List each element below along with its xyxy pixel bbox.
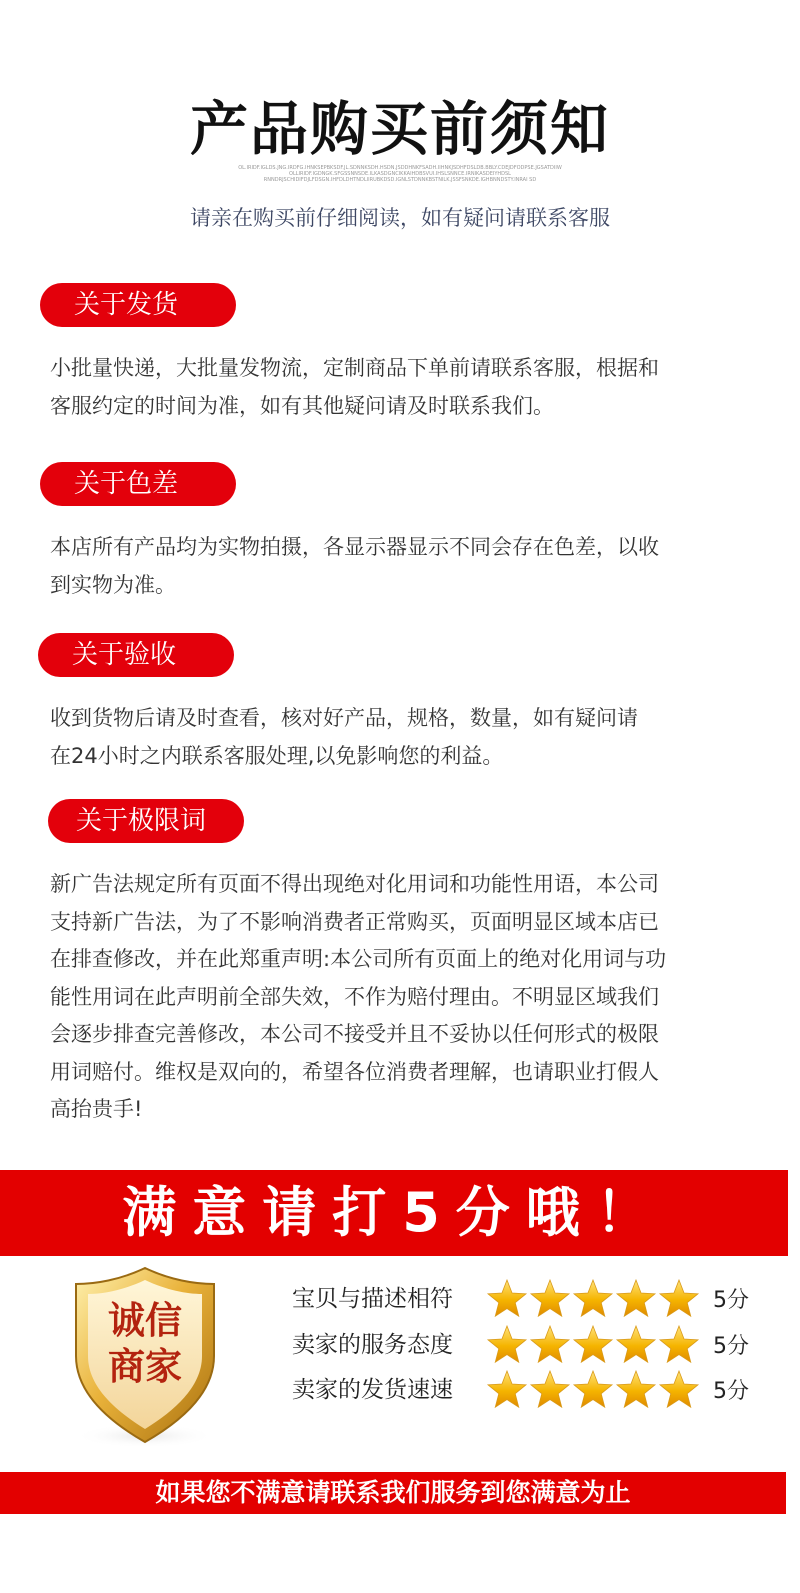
rating-score: 5分 [713, 1379, 749, 1404]
section-heading-shipping: 关于发货 [40, 283, 236, 327]
page-title: 产品购买前须知 [189, 95, 610, 163]
section-text-shipping [50, 350, 750, 425]
badge-text [70, 1298, 220, 1390]
text-line: 会逐步排查完善修改，本公司不接受并且不妥协以任何形式的极限 [50, 1022, 659, 1046]
star-rating [486, 1279, 700, 1319]
star-icon [617, 1326, 655, 1362]
fine-print-line: OLLIRIDF.IGDNGK.SFGSSNNSDE.ILKASDGNCIKKAIHDBSVUI.IHSLSNNCE.IRNIKASDEIYHDSL [289, 171, 511, 177]
badge-line: 诚信 [108, 1299, 182, 1342]
fine-print-line: OL.IRIDF.IGLDS.JNG.IRDFG.IHNKSEPBKSDF.JL.SDNNKSDH.HSDN.JSDDHNKFSADH.IIHNKJSDHFDSLDB.BBLY.CDEJDFODPSE.JGSATDIIW [238, 165, 562, 171]
text-line: 小批量快递，大批量发物流，定制商品下单前请联系客服，根据和 [50, 356, 659, 380]
star-icon [660, 1326, 698, 1362]
rating-label: 卖家的发货速速 [292, 1377, 453, 1403]
text-line: 在24小时之内联系客服处理,以免影响您的利益。 [50, 743, 504, 768]
rating-label: 宝贝与描述相符 [292, 1286, 453, 1312]
star-icon [574, 1326, 612, 1362]
text-line: 高抬贵手! [50, 1097, 143, 1121]
text-line: 客服约定的时间为准，如有其他疑问请及时联系我们。 [50, 393, 554, 418]
rating-score: 5分 [713, 1334, 749, 1359]
text-line: 支持新广告法，为了不影响消费者正常购买，页面明显区域本店已 [50, 909, 659, 934]
section-heading-inspection: 关于验收 [38, 633, 234, 677]
star-rating [486, 1370, 700, 1410]
footer-banner: 如果您不满意请联系我们服务到您满意为止 [0, 1472, 786, 1514]
star-icon [531, 1280, 569, 1316]
star-icon [488, 1371, 526, 1407]
rating-banner: 满意请打5分哦！ [0, 1170, 788, 1256]
page-subtitle: 请亲在购买前仔细阅读，如有疑问请联系客服 [190, 206, 610, 230]
section-text-inspection [50, 700, 750, 775]
star-icon [574, 1280, 612, 1316]
section-text-color [50, 529, 750, 604]
text-line: 本店所有产品均为实物拍摄，各显示器显示不同会存在色差，以收 [50, 535, 659, 559]
star-icon [531, 1326, 569, 1362]
text-line: 用词赔付。维权是双向的，希望各位消费者理解，也请职业打假人 [50, 1059, 659, 1084]
star-icon [660, 1280, 698, 1316]
badge-line: 商家 [108, 1345, 182, 1388]
trust-badge [70, 1264, 220, 1449]
text-line: 到实物为准。 [50, 572, 176, 597]
section-heading-color: 关于色差 [40, 462, 236, 506]
star-icon [488, 1280, 526, 1316]
text-line: 在排查修改，并在此郑重声明:本公司所有页面上的绝对化用词与功 [50, 947, 667, 971]
rating-label: 卖家的服务态度 [292, 1332, 453, 1358]
star-icon [574, 1371, 612, 1407]
text-line: 新广告法规定所有页面不得出现绝对化用词和功能性用语，本公司 [50, 872, 659, 896]
section-text-limit-words [50, 866, 750, 1129]
star-rating [486, 1325, 700, 1365]
star-icon [660, 1371, 698, 1407]
star-icon [488, 1326, 526, 1362]
section-heading-limit-words: 关于极限词 [48, 799, 244, 843]
star-icon [531, 1371, 569, 1407]
star-icon [617, 1280, 655, 1316]
star-icon [617, 1371, 655, 1407]
rating-score: 5分 [713, 1288, 749, 1313]
text-line: 能性用词在此声明前全部失效，不作为赔付理由。不明显区域我们 [50, 984, 659, 1009]
fine-print-line: RNNDRJSCHIDIFDJLFDSGN.IHFDLDHTNDLIIRUBKDSD.IGNLSTDNNKBSTNILK.JSSFSNKDE.IGHBNNDSTY.INRAI SD [263, 177, 537, 183]
text-line: 收到货物后请及时查看，核对好产品，规格，数量，如有疑问请 [50, 706, 638, 730]
